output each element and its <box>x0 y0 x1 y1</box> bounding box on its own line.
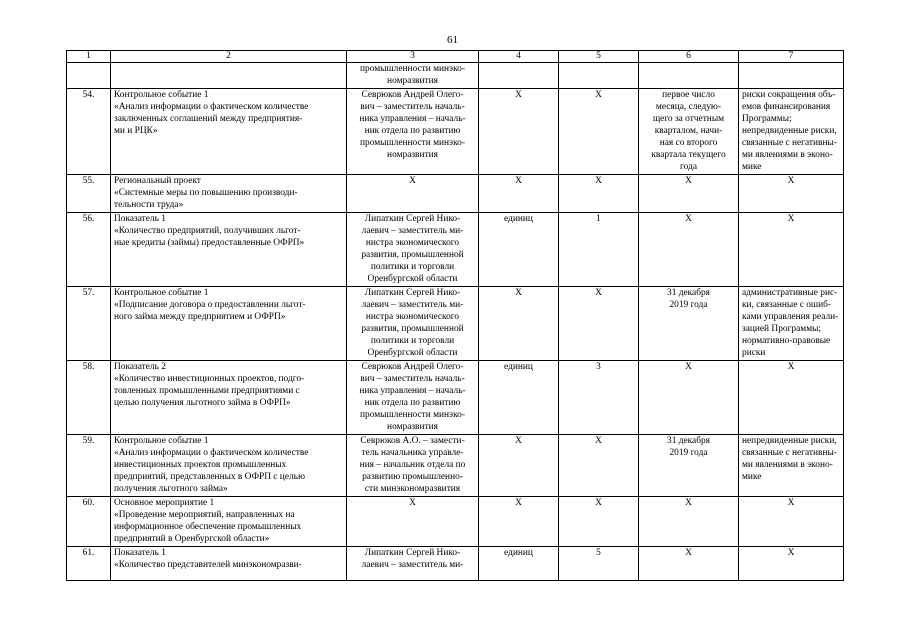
responsible-person-line: вич – заместитель началь- <box>360 374 465 384</box>
table-row <box>67 547 844 581</box>
table-row <box>67 497 844 547</box>
risks-line: Х <box>787 214 795 224</box>
responsible-person-line: Липаткин Сергей Нико- <box>364 288 461 298</box>
table-row <box>67 435 844 497</box>
event-name-line: тельности труда» <box>114 200 184 210</box>
event-name-line: Показатель 1 <box>114 214 166 224</box>
deadline-line: ная со второго <box>659 138 718 148</box>
risks-line: нормативно-правовые <box>742 336 831 346</box>
row-number <box>67 63 111 89</box>
responsible-person-line: номразвития <box>387 76 438 86</box>
event-name-line: ми и РЦК» <box>114 126 158 136</box>
deadline-line: года <box>680 162 697 172</box>
responsible-person-line: лаевич – заместитель ми- <box>361 300 464 310</box>
event-name-line: «Подписание договора о предоставлении льгот- <box>114 300 306 310</box>
event-name-line: получения льготного займа» <box>114 484 228 494</box>
risks-line: ки, связанные с ошиб- <box>742 300 832 310</box>
event-name-line: Контрольное событие 1 <box>114 436 209 446</box>
event-name-line: ного займа между предприятием и ОФРП» <box>114 312 286 322</box>
col-header-2: 2 <box>111 51 347 63</box>
deadline-line: Х <box>685 214 692 224</box>
deadline-line: первое число <box>662 90 715 100</box>
event-name-line: «Количество предприятий, получивших льгот- <box>114 226 301 236</box>
responsible-person-line: Х <box>409 498 416 508</box>
responsible-person-line: сти минэкономразвития <box>364 484 461 494</box>
risks <box>739 435 844 497</box>
deadline-line: Х <box>685 362 692 372</box>
risks-line: риски <box>742 348 766 358</box>
event-name-line: товленных промышленными предприятиями с <box>114 386 300 396</box>
event-name-line: «Системные меры по повышению производи- <box>114 188 298 198</box>
deadline-line: 2019 года <box>669 448 708 458</box>
risks-line: Х <box>787 362 795 372</box>
event-name-line: Региональный проект <box>114 176 201 186</box>
row-number: 54. <box>67 89 111 175</box>
responsible-person-line: нистра экономического <box>365 238 460 248</box>
planned-value: 3 <box>559 361 639 435</box>
deadline-line: Х <box>685 548 692 558</box>
responsible-person <box>347 63 479 89</box>
responsible-person-line: ника управления – началь- <box>359 114 466 124</box>
deadline <box>639 63 739 89</box>
deadline-line: месяца, следую- <box>655 102 722 112</box>
planned-value: Х <box>559 287 639 361</box>
event-name-line: «Количество представителей минэкономразви- <box>114 560 302 570</box>
unit-of-measure: Х <box>479 175 559 213</box>
col-header-5: 5 <box>559 51 639 63</box>
deadline <box>639 547 739 581</box>
risks-line: мике <box>742 472 762 482</box>
responsible-person-line: Липаткин Сергей Нико- <box>364 548 461 558</box>
responsible-person-line: Липаткин Сергей Нико- <box>364 214 461 224</box>
deadline <box>639 361 739 435</box>
row-number: 61. <box>67 547 111 581</box>
row-number: 58. <box>67 361 111 435</box>
unit-of-measure: единиц <box>479 213 559 287</box>
unit-of-measure: Х <box>479 89 559 175</box>
responsible-person <box>347 213 479 287</box>
planned-value <box>559 63 639 89</box>
deadline-line: щего за отчетным <box>652 114 725 124</box>
event-name-line: Показатель 1 <box>114 548 166 558</box>
deadline-line: 31 декабря <box>667 436 710 446</box>
table-row <box>67 89 844 175</box>
deadline <box>639 89 739 175</box>
risks-line: ми явлениями в эконо- <box>742 460 833 470</box>
responsible-person-line: развития, промышленной <box>361 250 464 260</box>
responsible-person <box>347 287 479 361</box>
event-name <box>111 547 347 581</box>
responsible-person <box>347 175 479 213</box>
table-row <box>67 361 844 435</box>
event-name-line: Контрольное событие 1 <box>114 288 209 298</box>
risks <box>739 497 844 547</box>
risks <box>739 63 844 89</box>
event-name <box>111 213 347 287</box>
risks-line: административные рис- <box>742 288 838 298</box>
planned-value: Х <box>559 175 639 213</box>
risks-line: Х <box>787 498 795 508</box>
planned-value: Х <box>559 89 639 175</box>
deadline <box>639 497 739 547</box>
responsible-person-line: политики и торговли <box>370 336 455 346</box>
responsible-person-line: Х <box>409 176 416 186</box>
risks-line: риски сокращения объ- <box>742 90 836 100</box>
row-number: 56. <box>67 213 111 287</box>
event-name-line: целью получения льготного займа в ОФРП» <box>114 398 291 408</box>
deadline-line: Х <box>685 498 692 508</box>
responsible-person-line: номразвития <box>387 150 438 160</box>
risks <box>739 361 844 435</box>
deadline <box>639 287 739 361</box>
responsible-person-line: политики и торговли <box>370 262 455 272</box>
responsible-person-line: Севрюков Андрей Олего- <box>361 90 464 100</box>
risks-line: Х <box>787 176 795 186</box>
unit-of-measure: единиц <box>479 547 559 581</box>
risks-line: связанные с негативны- <box>742 448 837 458</box>
responsible-person-line: ник отдела по развитию <box>364 398 461 408</box>
event-name <box>111 361 347 435</box>
responsible-person <box>347 89 479 175</box>
risks-line: непредвиденные риски, <box>742 436 837 446</box>
risks-line: ми явлениями в эконо- <box>742 150 833 160</box>
deadline-line: квартала текущего <box>651 150 726 160</box>
event-name <box>111 287 347 361</box>
row-number: 59. <box>67 435 111 497</box>
event-name-line: информационное обеспечение промышленных <box>114 522 302 532</box>
responsible-person-line: промышленности минэко- <box>360 64 465 74</box>
row-number: 57. <box>67 287 111 361</box>
responsible-person-line: ника управления – началь- <box>359 386 466 396</box>
col-header-7: 7 <box>739 51 844 63</box>
deadline-line: 31 декабря <box>667 288 710 298</box>
risks <box>739 213 844 287</box>
planned-value: Х <box>559 497 639 547</box>
table-row <box>67 287 844 361</box>
row-number: 60. <box>67 497 111 547</box>
event-name <box>111 175 347 213</box>
row-number: 55. <box>67 175 111 213</box>
table-row <box>67 213 844 287</box>
responsible-person-line: развитию промышленно- <box>362 472 463 482</box>
responsible-person-line: лаевич – заместитель ми- <box>361 226 464 236</box>
event-name-line: предприятий в Оренбургской области» <box>114 534 270 544</box>
unit-of-measure <box>479 63 559 89</box>
event-name-line: «Проведение мероприятий, направленных на <box>114 510 295 520</box>
responsible-person-line: ния – начальник отдела по <box>359 460 466 470</box>
event-name-line: ные кредиты (займы) предоставленные ОФРП» <box>114 238 305 248</box>
responsible-person-line: Севрюков А.О. – замести- <box>360 436 465 446</box>
event-name-line: «Количество инвестиционных проектов, подго- <box>114 374 305 384</box>
risks-line: связанные с негативны- <box>742 138 837 148</box>
event-name <box>111 435 347 497</box>
risks-line: непредвиденные риски, <box>742 126 837 136</box>
col-header-6: 6 <box>639 51 739 63</box>
table-row <box>67 63 844 89</box>
deadline-line: кварталом, начи- <box>654 126 723 136</box>
col-header-3: 3 <box>347 51 479 63</box>
responsible-person-line: промышленности минэко- <box>360 410 465 420</box>
event-name-line: предприятий, представленных в ОФРП с целью <box>114 472 305 482</box>
responsible-person <box>347 361 479 435</box>
col-header-1: 1 <box>67 51 111 63</box>
event-name <box>111 63 347 89</box>
event-name-line: инвестиционных проектов промышленных <box>114 460 287 470</box>
event-name <box>111 89 347 175</box>
responsible-person <box>347 497 479 547</box>
program-table <box>66 50 844 581</box>
responsible-person-line: лаевич – заместитель ми- <box>361 560 464 570</box>
table-row <box>67 175 844 213</box>
event-name-line: Показатель 2 <box>114 362 166 372</box>
risks-line: ками управления реали- <box>742 312 839 322</box>
unit-of-measure: Х <box>479 497 559 547</box>
responsible-person-line: развития, промышленной <box>361 324 464 334</box>
col-header-4: 4 <box>479 51 559 63</box>
unit-of-measure: Х <box>479 435 559 497</box>
deadline <box>639 175 739 213</box>
responsible-person <box>347 547 479 581</box>
responsible-person-line: номразвития <box>387 422 438 432</box>
responsible-person-line: вич – заместитель началь- <box>360 102 465 112</box>
deadline <box>639 213 739 287</box>
responsible-person-line: тель начальника управле- <box>361 448 464 458</box>
event-name-line: Контрольное событие 1 <box>114 90 209 100</box>
responsible-person-line: промышленности минэко- <box>360 138 465 148</box>
unit-of-measure: единиц <box>479 361 559 435</box>
deadline-line: 2019 года <box>669 300 708 310</box>
responsible-person-line: Оренбургской области <box>367 348 458 358</box>
event-name-line: заключенных соглашений между предприятия- <box>114 114 303 124</box>
event-name-line: Основное мероприятие 1 <box>114 498 215 508</box>
page-number: 61 <box>447 34 458 46</box>
event-name-line: «Анализ информации о фактическом количестве <box>114 102 309 112</box>
risks-line: Программы; <box>742 114 792 124</box>
deadline-line: Х <box>685 176 692 186</box>
risks-line: мике <box>742 162 762 172</box>
responsible-person-line: Оренбургской области <box>367 274 458 284</box>
risks <box>739 175 844 213</box>
risks-line: емов финансирования <box>742 102 831 112</box>
responsible-person-line: Севрюков Андрей Олего- <box>361 362 464 372</box>
planned-value: Х <box>559 435 639 497</box>
unit-of-measure: Х <box>479 287 559 361</box>
deadline <box>639 435 739 497</box>
planned-value: 5 <box>559 547 639 581</box>
event-name <box>111 497 347 547</box>
column-number-row <box>67 51 844 63</box>
risks-line: зацией Программы; <box>742 324 822 334</box>
risks <box>739 89 844 175</box>
responsible-person-line: нистра экономического <box>365 312 460 322</box>
risks <box>739 547 844 581</box>
risks-line: Х <box>787 548 795 558</box>
risks <box>739 287 844 361</box>
event-name-line: «Анализ информации о фактическом количестве <box>114 448 309 458</box>
responsible-person-line: ник отдела по развитию <box>364 126 461 136</box>
responsible-person <box>347 435 479 497</box>
planned-value: 1 <box>559 213 639 287</box>
